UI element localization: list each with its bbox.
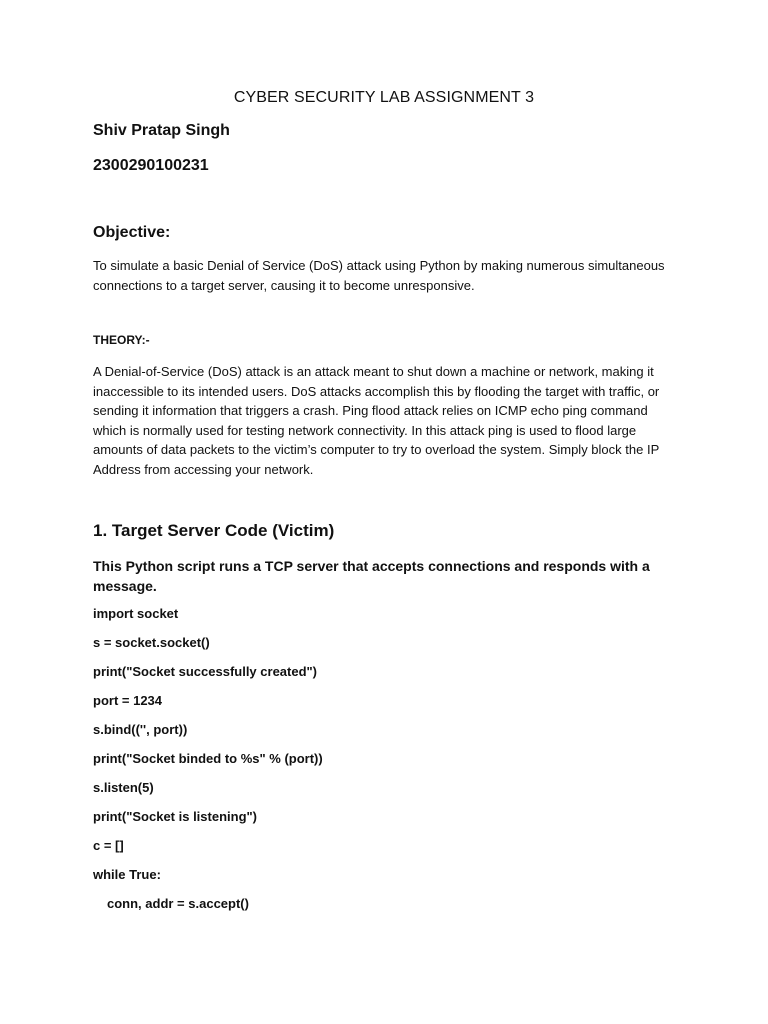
- code-line: s.bind(('', port)): [93, 722, 188, 737]
- code-line: s.listen(5): [93, 780, 154, 795]
- code-line: print("Socket is listening"): [93, 809, 258, 824]
- author-name: Shiv Pratap Singh: [93, 122, 230, 139]
- objective-text: To simulate a basic Denial of Service (DoS) attack using Python by making numerous simultaneous connections to a target server, causing it to become unresponsive.: [93, 258, 665, 293]
- code-line: print("Socket binded to %s" % (port)): [93, 751, 323, 766]
- section-intro: This Python script runs a TCP server that accepts connections and responds with a message.: [93, 558, 650, 594]
- theory-text: A Denial-of-Service (DoS) attack is an attack meant to shut down a machine or network, making it inaccessible to its intended users. DoS attacks accomplish this by flooding the target with traffic, or sending it information that triggers a crash. Ping flood attack relies on ICMP echo ping command which is normally used for testing network connectivity. In this attack ping is used to flood large amounts of data packets to the victim’s computer to try to overload the system. Simply block the IP Address from accessing your network.: [93, 364, 660, 477]
- code-line: port = 1234: [93, 693, 163, 708]
- theory-heading: THEORY:-: [93, 333, 150, 347]
- section-heading: 1. Target Server Code (Victim): [93, 521, 335, 540]
- roll-number: 2300290100231: [93, 157, 209, 174]
- code-line: while True:: [93, 867, 161, 882]
- code-line: conn, addr = s.accept(): [107, 896, 249, 911]
- code-line: import socket: [93, 606, 179, 621]
- code-line: print("Socket successfully created"): [93, 664, 318, 679]
- code-line: c = []: [93, 838, 124, 853]
- objective-heading: Objective:: [93, 224, 171, 241]
- code-line: s = socket.socket(): [93, 635, 210, 650]
- document-title: CYBER SECURITY LAB ASSIGNMENT 3: [233, 89, 535, 106]
